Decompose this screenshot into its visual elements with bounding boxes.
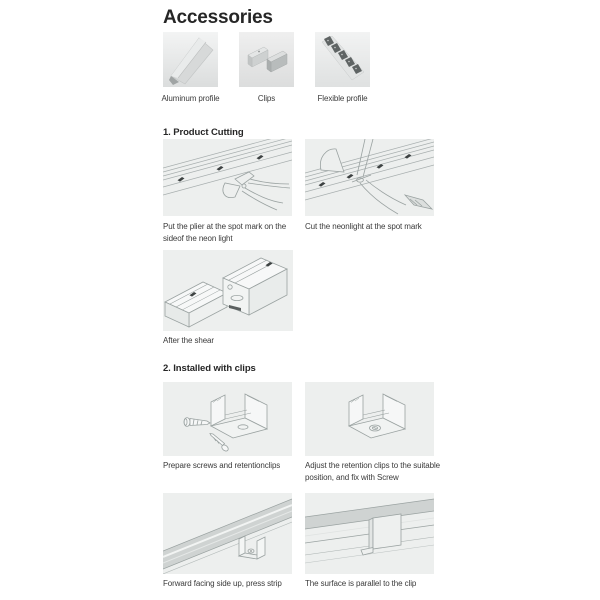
step-caption: Put the plier at the spot mark on the sideof the neon light (163, 222, 287, 243)
step-cut-neonlight (305, 139, 434, 245)
clip-steps-row-1 (163, 382, 448, 484)
strip-parallel-to-clip-illustration (305, 493, 434, 574)
accessory-label: Flexible profile (317, 94, 368, 103)
page-title: Accessories (163, 7, 273, 28)
accessory-flexible-profile (315, 32, 370, 104)
press-strip-into-clip-illustration (163, 493, 292, 574)
step-surface-parallel (305, 493, 434, 590)
step-fix-with-screw (305, 382, 440, 484)
accessory-label: Clips (257, 94, 276, 103)
step-prepare-screws (163, 382, 292, 484)
fix-clip-with-screw-illustration (305, 382, 434, 456)
aluminum-profile-photo (163, 32, 218, 87)
step-press-strip (163, 493, 292, 590)
step-caption: Forward facing side up, press strip (163, 579, 282, 588)
step-after-the-shear (163, 250, 448, 347)
accessory-clips (239, 32, 294, 104)
accessory-aluminum-profile (163, 32, 218, 104)
step-caption: Cut the neonlight at the spot mark (305, 222, 422, 231)
clips-photo (239, 32, 294, 87)
after-the-shear-illustration (163, 250, 293, 331)
step-caption: Prepare screws and retentionclips (163, 461, 281, 470)
step-caption: Adjust the retention clips to the suitable position, and fix with Screw (305, 461, 440, 482)
cutting-steps-row (163, 139, 448, 245)
page-content (163, 6, 448, 590)
cut-at-spot-mark-illustration (305, 139, 434, 216)
accessories-thumbnails (163, 32, 448, 104)
step-caption: The surface is parallel to the clip (305, 579, 417, 588)
flexible-profile-photo (315, 32, 370, 87)
section-heading-installed-with-clips: 2. Installed with clips (163, 363, 256, 374)
screws-and-retention-clips-illustration (163, 382, 292, 456)
accessory-label: Aluminum profile (161, 94, 220, 103)
step-put-plier (163, 139, 292, 245)
plier-at-spot-mark-illustration (163, 139, 292, 216)
clip-steps-row-2 (163, 493, 448, 590)
step-caption: After the shear (163, 336, 214, 345)
section-heading-product-cutting: 1. Product Cutting (163, 127, 244, 138)
